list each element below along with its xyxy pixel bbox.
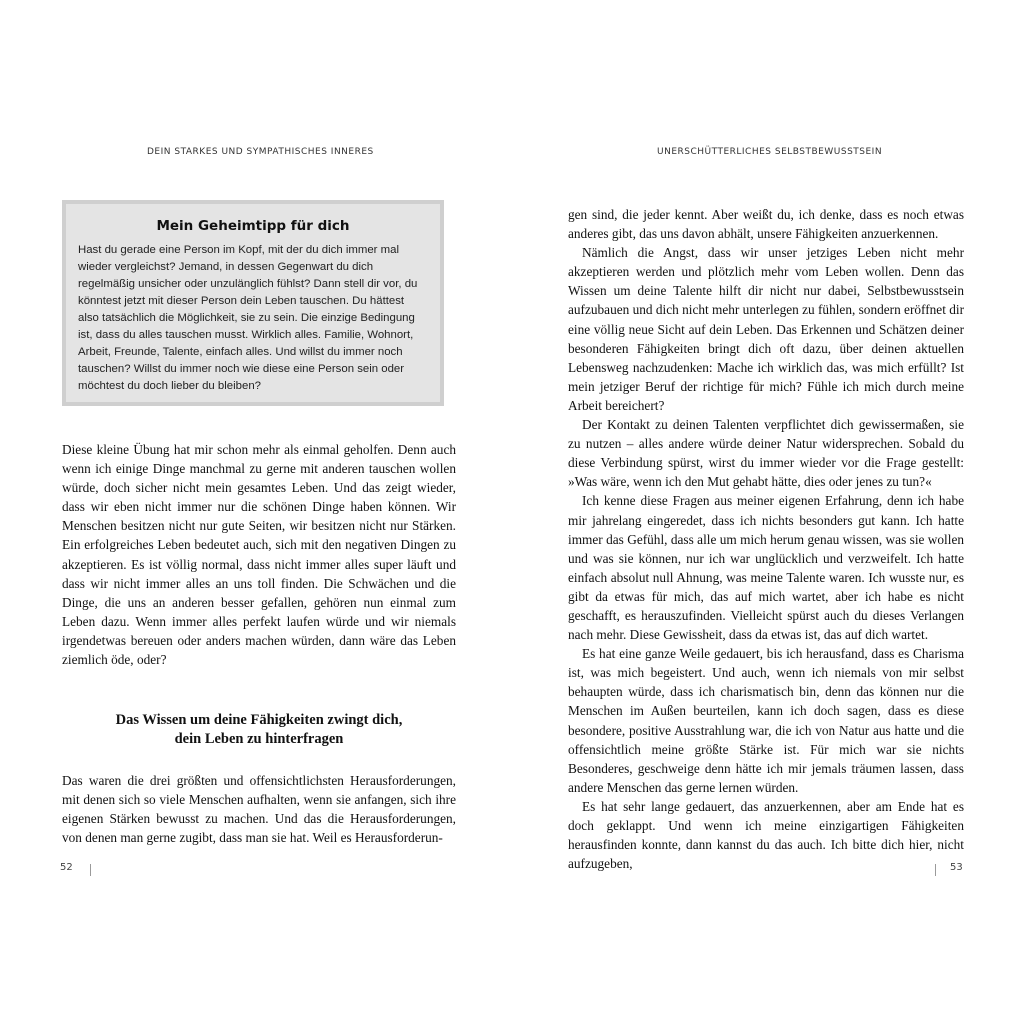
left-page-body-continued bbox=[62, 771, 456, 847]
page-number-right: 53 bbox=[950, 862, 963, 873]
tip-box-title: Mein Geheimtipp für dich bbox=[156, 218, 350, 234]
right-paragraph: Ich kenne diese Fragen aus meiner eigenen Erfahrung, denn ich habe mir jahrelang eingeredet, dass ich nichts besonders gut kann. Ich hatte immer das Gefühl, dass alle um mich herum genau wissen, was sie wollen und was sie können, nur ich war unglücklich und verzweifelt. Ich hatte einfach absolut null Ahnung, was meine Talente waren. Ich wusste nur, es gibt da etwas für mich, das auf mich wartet, aber ich habe es nicht geschafft, es herauszufinden. Vielleicht spürst auch du dieses Verlangen nach mehr. Diese Gewissheit, dass da etwas ist, das auf dich wartet. bbox=[568, 493, 964, 643]
left-page-body bbox=[62, 440, 456, 669]
folio-divider-left bbox=[90, 864, 91, 876]
right-paragraph: Es hat sehr lange gedauert, das anzuerkennen, aber am Ende hat es doch geklappt. Und wenn ich meine einzigartigen Fähigkeiten herausfinden konnte, dann kannst du das auch. Ich bitte dich hier, nicht aufzugeben, bbox=[568, 798, 964, 872]
section-heading bbox=[62, 711, 456, 749]
section-heading-line-1: Das Wissen um deine Fähigkeiten zwingt dich, bbox=[115, 712, 403, 728]
right-paragraph: Nämlich die Angst, dass wir unser jetziges Leben nicht mehr akzeptieren werden und plötzlich mehr vom Leben wollen. Denn das Wissen um deine Talente hilft dir nicht nur dabei, Selbstbewusstsein aufzubauen und dich nicht mehr unterlegen zu fühlen, sondern eröffnet dir eine völlig neue Sicht auf dein Leben. Das Erkennen und Schätzen deiner besonderen Fähigkeiten bringt dich oft dazu, über deinen aktuellen Lebensweg nachzudenken: Mache ich wirklich das, was mich erfüllt? Ist mein jetziger Beruf der richtige für mich? Fühle ich mich durch meine Arbeit bereichert? bbox=[568, 245, 964, 413]
left-paragraph-2: Das waren die drei größten und offensichtlichsten Herausforderungen, mit denen sich so viele Menschen aufhalten, wenn sie anfangen, sich ihre eigenen Stärken bewusst zu machen. Und das die Herausforderungen, von denen man gerne zugibt, dass man sie hat. Weil es Herausforderun- bbox=[62, 773, 456, 846]
running-head-right: UNERSCHÜTTERLICHES SELBSTBEWUSSTSEIN bbox=[657, 147, 883, 157]
running-head-left: DEIN STARKES UND SYMPATHISCHES INNERES bbox=[147, 147, 374, 157]
right-page-body bbox=[568, 205, 964, 873]
right-paragraph: Es hat eine ganze Weile gedauert, bis ich herausfand, dass es Charisma ist, was mich begeistert. Und auch, wenn ich niemals von mir selbst behaupten würde, dass ich charismatisch bin, denn das können nur die Menschen im Außen beurteilen, kann ich doch sagen, dass es diese besondere, positive Ausstrahlung war, die ich von Natur aus hatte und die offensichtlich meine größte Stärke ist. Für mich war sie nichts Besonderes, geschweige denn hätte ich mir jemals träumen lassen, dass andere Menschen das gerne lernen würden. bbox=[568, 646, 964, 795]
tip-box bbox=[62, 200, 444, 406]
folio-divider-right bbox=[935, 864, 936, 876]
left-paragraph-1: Diese kleine Übung hat mir schon mehr als einmal geholfen. Denn auch wenn ich einige Dinge manchmal zu gerne mit anderen tauschen wollen würde, doch sicher nicht mein gesamtes Leben. Und das zeigt wieder, dass wir eben nicht immer nur die schönen Dinge haben können. Wir Menschen besitzen nicht nur gute Seiten, wir besitzen nicht nur Stärken. Ein erfolgreiches Leben bedeutet auch, sich mit den negativen Dingen zu akzeptieren. Es ist völlig normal, dass nicht immer alles super läuft und dass wir nicht immer alles an uns toll finden. Die Schwächen und die Dinge, die uns an anderen besser gefallen, gehören nun einmal zum Leben dazu. Wenn immer alles perfekt laufen würde und wir niemals irgendetwas bereuen oder anders machen würden, dann wäre das Leben ziemlich öde, oder? bbox=[62, 442, 456, 668]
tip-box-body: Hast du gerade eine Person im Kopf, mit der du dich immer mal wieder vergleichst? Jemand, in dessen Gegenwart du dich regelmäßig unsicher oder unzulänglich fühlst? Dann stell dir vor, du könntest jetzt mit dieser Person dein Leben tauschen. Du hättest also tatsächlich die Möglichkeit, sie zu sein. Die einzige Bedingung ist, dass du alles tauschen musst. Wirklich alles. Familie, Wohnort, Arbeit, Freunde, Talente, einfach alles. Und willst du immer noch tauschen? Willst du immer noch wie diese eine Person sein oder möchtest du doch lieber du bleiben? bbox=[78, 244, 418, 392]
right-paragraph: Der Kontakt zu deinen Talenten verpflichtet dich gewissermaßen, sie zu nutzen – alles andere würde deiner Natur widersprechen. Sobald du diese Verbindung spürst, wirst du immer wieder vor die Frage gestellt: »Was wäre, wenn ich den Mut gehabt hätte, dies oder jenes zu tun?« bbox=[568, 417, 964, 490]
right-paragraph: gen sind, die jeder kennt. Aber weißt du, ich denke, dass es noch etwas anderes gibt, das uns davon abhält, unsere Fähigkeiten anzuerkennen. bbox=[568, 207, 964, 242]
section-heading-line-2: dein Leben zu hinterfragen bbox=[174, 731, 344, 747]
page-number-left: 52 bbox=[60, 862, 73, 873]
